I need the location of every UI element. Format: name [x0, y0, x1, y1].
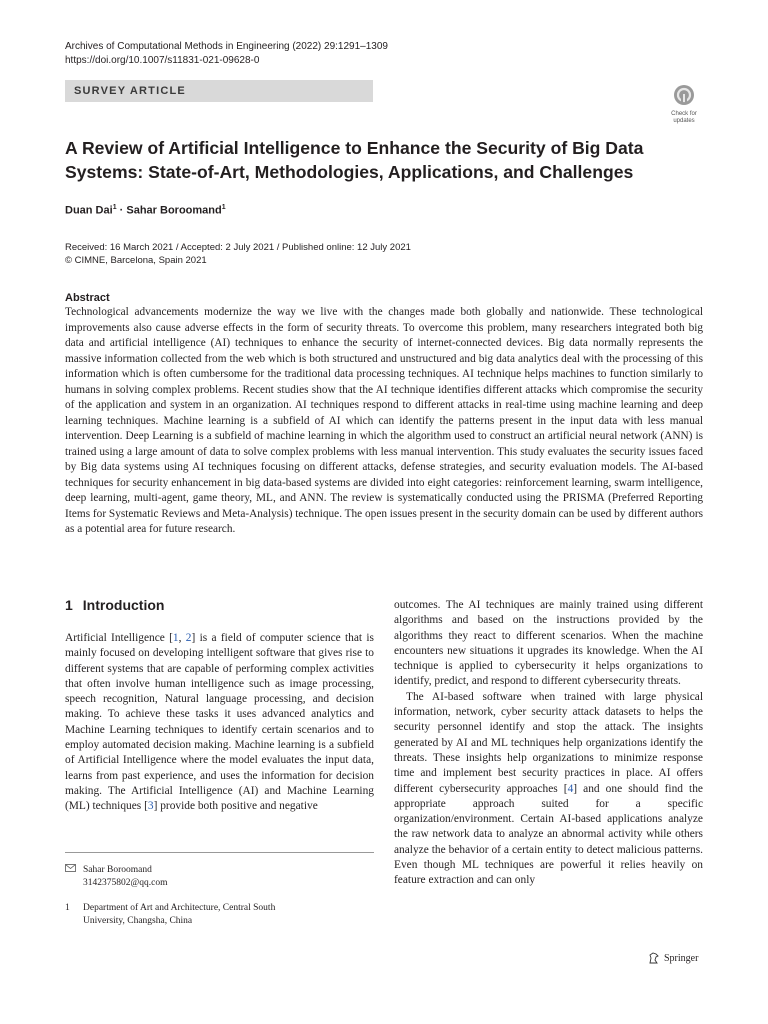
citation-link[interactable]: 3: [147, 800, 154, 813]
affiliation-line: Department of Art and Architecture, Central South: [83, 903, 276, 913]
affiliation-superscript: 1: [112, 204, 117, 211]
affiliation-superscript: 1: [221, 204, 226, 211]
paragraph: outcomes. The AI techniques are mainly trained using different algorithms and based on the instructions provided by the algorithms they react to different scenarios. When the machine encounters new situations it upgrades its knowledge. When the AI technique is applied to cybersecurity it helps organizations to identify, predict, and respond to different cybersecurity threats.: [394, 599, 703, 688]
paragraph: [65, 631, 374, 815]
article-title: A Review of Artificial Intelligence to Enhance the Security of Big Data Systems: State-of-Art, Methodologies, Applications, and Challenges: [65, 138, 644, 182]
section-heading-introduction: [65, 597, 164, 613]
check-updates-icon: [673, 84, 695, 106]
body-column-right: [394, 598, 703, 889]
corresponding-author-email[interactable]: 3142375802@qq.com: [83, 878, 168, 888]
abstract-text: Technological advancements modernize the way we live with the changes made both globally and nationwide. These technological improvements also cause adverse effects in the form of security threats. To overcome this problem, many researchers integrated both big data and artificial intelligence (AI) techniques to enhance the security of internet-connected devices. Big data normally represents the massive information collected from the web which is both structured and unstructured and big data analytics deal with the processing of this information which is often cumbersome for the traditional data processing techniques. AI technique helps machines to function similarly to humans in solving complex problems. Recent studies show that the AI technique identifies different attacks which compromise the security of the application and system in an organization. AI techniques respond to different attacks in real-time using machine learning and deep learning techniques. Machine learning is a subfield of AI which can identify the patterns present in the input data with less manual intervention. Deep Learning is a subfield of machine learning in which the algorithm used to construct an artificial neural network (ANN) is trained using a large amount of data to solve complex problems with less manual intervention. This study evaluates the security issues faced by Big data systems using AI techniques focusing on different attacks, defense strategies, and security evaluation models. The AI-based techniques for security enhancement in big data-based systems are divided into eight categories: reinforcement learning, swarm intelligence, deep learning, multi-agent, game theory, ML, and ANN. The review is systematically conducted using the PRISMA (Preferred Reporting Items for Systematic Reviews and Meta-Analysis) technique. The open issues present in the security domain can be used by different authors as a potential area for future research.: [65, 306, 704, 535]
text-run: ] is a field of computer science that is mainly focused on developing intelligent software that gives rise to different systems that are capable of performing complex activities that often involve human intelligence such as image processing, speech recognition, Natural language processing, and decision making. To achieve these tasks it uses advanced analytics and Machine Learning techniques to identify certain scenarios and to employ automated decision making. Machine learning is a subfield of Artificial Intelligence where the model evaluates the input data, learns from past experience, and uses the information for decision making. The Artificial Intelligence (AI) and Machine Learning (ML) techniques [: [65, 632, 374, 813]
section-title: Introduction: [82, 597, 165, 613]
check-updates-label-2: updates: [673, 118, 695, 124]
affiliation-line: University, Changsha, China: [83, 916, 193, 926]
author-separator: ·: [116, 204, 127, 217]
section-number: 1: [65, 597, 73, 613]
journal-header: [65, 40, 388, 68]
author-list: [65, 204, 226, 217]
corresponding-author-name: Sahar Boroomand: [83, 865, 152, 875]
copyright-line: © CIMNE, Barcelona, Spain 2021: [65, 255, 207, 266]
text-run: ,: [178, 632, 186, 644]
check-updates-label-1: Check for: [671, 111, 697, 117]
body-column-left: [65, 631, 374, 815]
affiliation-footnote: [65, 902, 275, 928]
text-run: ] provide both positive and negative: [153, 800, 318, 813]
citation-link[interactable]: 2: [185, 632, 192, 644]
article-type-banner: SURVEY ARTICLE: [65, 80, 373, 102]
footnote-divider: [65, 852, 374, 853]
affiliation-number: 1: [65, 903, 70, 913]
corresponding-author-footnote: [65, 864, 167, 890]
paragraph: [394, 690, 703, 889]
abstract-heading: Abstract: [65, 292, 110, 304]
text-run: Artificial Intelligence [: [65, 632, 173, 644]
author-name[interactable]: Duan Dai: [65, 204, 113, 217]
publisher-logo: [648, 952, 698, 964]
springer-horse-icon: [648, 952, 660, 964]
author-name[interactable]: Sahar Boroomand: [126, 204, 222, 217]
citation-link[interactable]: 4: [567, 782, 574, 795]
journal-citation: Archives of Computational Methods in Engineering (2022) 29:1291–1309: [65, 41, 388, 52]
envelope-icon: [65, 864, 83, 877]
received-accepted-dates: Received: 16 March 2021 / Accepted: 2 July 2021 / Published online: 12 July 2021: [65, 242, 411, 253]
text-run: ] and one should find the appropriate approach suited for a specific organization/environment. Certain AI-based applications analyze the raw network data to analyze an abnormal activity while others analyze the behavior of a certain entity to detect malicious patterns. Even though ML techniques are powerful it relies heavily on feature extraction and can only: [394, 782, 703, 887]
text-run: The AI-based software when trained with large physical information, network, cyber security attack datasets to helps the security personnel identify and stop the attack. The insights generated by AI and ML techniques help organizations identify the threats. These insights help organizations to minimize response time and implement best security practices in place. AI offers different cybersecurity approaches [: [394, 690, 703, 795]
check-for-updates-badge[interactable]: [664, 84, 704, 124]
publisher-name: Springer: [664, 952, 699, 964]
citation-link[interactable]: 1: [172, 632, 179, 644]
doi-link[interactable]: https://doi.org/10.1007/s11831-021-09628-0: [65, 55, 260, 66]
publication-history: [65, 241, 411, 267]
